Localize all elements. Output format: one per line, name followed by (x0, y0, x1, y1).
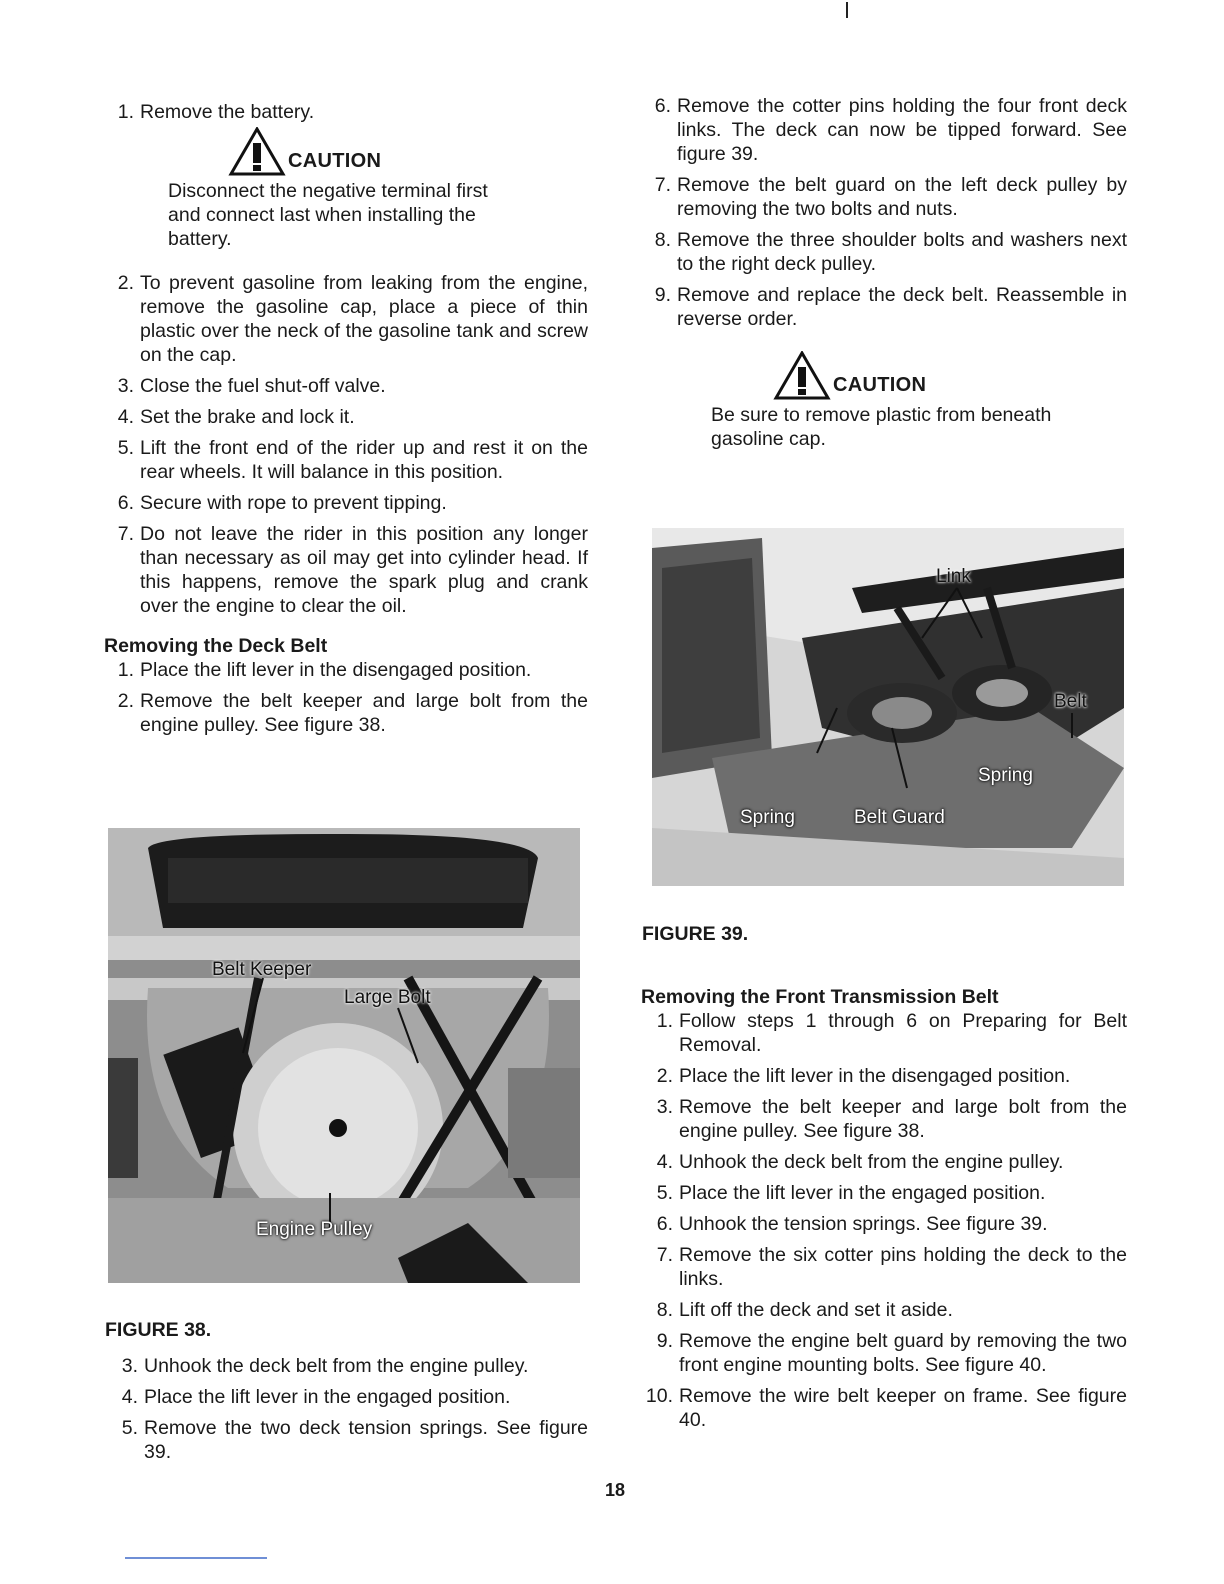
step-text: Place the lift lever in the disengaged position. (140, 659, 532, 681)
list-item: 8. Lift off the deck and set it aside. (656, 1299, 953, 1321)
list-item: 8. Remove the three shoulder bolts and washers next to the right deck pulley. (654, 229, 1127, 275)
list-item: 3. Unhook the deck belt from the engine pulley. (121, 1355, 529, 1377)
prep-steps (104, 271, 588, 618)
figure-38-caption: FIGURE 38. (105, 1319, 212, 1341)
list-item: 9. Remove and replace the deck belt. Reassemble in reverse order. (654, 284, 1127, 330)
label-spring-left: Spring (740, 807, 795, 828)
page-number: 18 (604, 1480, 626, 1500)
step-text: Remove the belt guard on the left deck pulley by removing the two bolts and nuts. (677, 174, 1127, 220)
label-large-bolt: Large Bolt (344, 987, 431, 1008)
step-text: Lift the front end of the rider up and rest it on the rear wheels. It will balance in this position. (140, 437, 588, 483)
step-text: Lift off the deck and set it aside. (679, 1299, 953, 1321)
bottom-rule (125, 1557, 267, 1559)
list-item: 1. Remove the battery. (117, 101, 315, 123)
list-item: 6. Unhook the tension springs. See figure 39. (656, 1213, 1048, 1235)
battery-steps (104, 100, 588, 124)
step-text: Remove the belt keeper and large bolt from the engine pulley. See figure 38. (679, 1096, 1127, 1142)
list-item: 4. Place the lift lever in the engaged position. (121, 1386, 511, 1408)
step-text: Remove and replace the deck belt. Reassemble in reverse order. (677, 284, 1127, 330)
list-item: 7. Remove the belt guard on the left deck pulley by removing the two bolts and nuts. (654, 174, 1127, 220)
list-item: 7. Do not leave the rider in this position any longer than necessary as oil may get into cylinder head. If this happens, remove the spark plug and crank over the engine to clear the oil. (117, 523, 588, 617)
step-text: Remove the belt keeper and large bolt from the engine pulley. See figure 38. (140, 690, 588, 736)
caution-block-battery (168, 131, 528, 251)
engine-pulley-illustration (108, 828, 580, 1283)
label-spring-right: Spring (978, 765, 1033, 786)
step-text: Remove the three shoulder bolts and washers next to the right deck pulley. (677, 229, 1127, 275)
left-column (104, 100, 588, 744)
step-text: Unhook the tension springs. See figure 39. (679, 1213, 1048, 1235)
list-item: 1. Follow steps 1 through 6 on Preparing for Belt Removal. (656, 1010, 1127, 1056)
step-text: Remove the six cotter pins holding the deck to the links. (679, 1244, 1127, 1290)
list-item: 3. Remove the belt keeper and large bolt from the engine pulley. See figure 38. (656, 1096, 1127, 1142)
caution-text: Be sure to remove plastic from beneath gasoline cap. (711, 404, 1052, 450)
section-heading-deck-belt: Removing the Deck Belt (104, 635, 328, 657)
warning-triangle-icon (773, 351, 831, 401)
figure-38-photo (108, 828, 580, 1283)
caution-text: Disconnect the negative terminal first and connect last when installing the battery. (168, 180, 488, 250)
step-text: Unhook the deck belt from the engine pulley. (679, 1151, 1064, 1173)
step-text: Remove the engine belt guard by removing the two front engine mounting bolts. See figure 40. (679, 1330, 1127, 1376)
label-engine-pulley: Engine Pulley (256, 1219, 373, 1240)
step-text: Remove the battery. (140, 101, 315, 123)
figure-39-caption: FIGURE 39. (642, 923, 749, 945)
label-link: Link (936, 566, 971, 587)
list-item: 7. Remove the six cotter pins holding the deck to the links. (656, 1244, 1127, 1290)
right-column (641, 94, 1127, 451)
caution-label: CAUTION (288, 150, 382, 172)
list-item: 6. Remove the cotter pins holding the four front deck links. The deck can now be tipped forward. See figure 39. (654, 95, 1127, 165)
list-item: 2. To prevent gasoline from leaking from the engine, remove the gasoline cap, place a piece of thin plastic over the neck of the gasoline tank and screw on the cap. (117, 272, 588, 366)
section-heading-front-transmission: Removing the Front Transmission Belt (641, 986, 999, 1008)
list-item: 10. Remove the wire belt keeper on frame. See figure 40. (645, 1385, 1127, 1431)
right-column-bottom (641, 985, 1127, 1439)
label-belt: Belt (1054, 691, 1087, 712)
figure-39-photo (652, 528, 1124, 886)
deck-belt-steps-right (641, 94, 1127, 331)
deck-belt-steps (104, 658, 588, 737)
step-text: To prevent gasoline from leaking from the engine, remove the gasoline cap, place a piece of thin plastic over the neck of the gasoline tank and screw on the cap. (140, 272, 588, 366)
label-belt-keeper: Belt Keeper (212, 959, 312, 980)
step-text: Secure with rope to prevent tipping. (140, 492, 447, 514)
warning-triangle-icon (228, 127, 286, 177)
list-item: 6. Secure with rope to prevent tipping. (117, 492, 447, 514)
step-text: Set the brake and lock it. (140, 406, 355, 428)
list-item: 2. Remove the belt keeper and large bolt from the engine pulley. See figure 38. (117, 690, 588, 736)
step-text: Place the lift lever in the engaged position. (679, 1182, 1046, 1204)
step-text: Remove the wire belt keeper on frame. See figure 40. (679, 1385, 1127, 1431)
list-item: 3. Close the fuel shut-off valve. (117, 375, 386, 397)
list-item: 1. Place the lift lever in the disengaged position. (117, 659, 532, 681)
list-item: 5. Remove the two deck tension springs. See figure 39. (121, 1417, 588, 1463)
deck-belt-steps-continued (108, 1354, 588, 1464)
left-column-bottom (108, 1354, 588, 1471)
step-text: Close the fuel shut-off valve. (140, 375, 386, 397)
front-transmission-steps (641, 1009, 1127, 1432)
step-text: Remove the cotter pins holding the four front deck links. The deck can now be tipped forward. See figure 39. (677, 95, 1127, 165)
list-item: 2. Place the lift lever in the disengaged position. (656, 1065, 1071, 1087)
step-text: Follow steps 1 through 6 on Preparing for Belt Removal. (679, 1010, 1127, 1056)
list-item: 9. Remove the engine belt guard by removing the two front engine mounting bolts. See figure 40. (656, 1330, 1127, 1376)
list-item: 4. Set the brake and lock it. (117, 406, 355, 428)
label-belt-guard: Belt Guard (854, 807, 945, 828)
step-text: Do not leave the rider in this position any longer than necessary as oil may get into cylinder head. If this happens, remove the spark plug and crank over the engine to clear the oil. (140, 523, 588, 617)
caution-block-plastic (711, 355, 1113, 451)
caution-label: CAUTION (833, 374, 927, 396)
list-item: 4. Unhook the deck belt from the engine pulley. (656, 1151, 1064, 1173)
step-text: Unhook the deck belt from the engine pulley. (144, 1355, 529, 1377)
step-text: Place the lift lever in the engaged position. (144, 1386, 511, 1408)
list-item: 5. Lift the front end of the rider up and rest it on the rear wheels. It will balance in this position. (117, 437, 588, 483)
step-text: Place the lift lever in the disengaged position. (679, 1065, 1071, 1087)
list-item: 5. Place the lift lever in the engaged position. (656, 1182, 1046, 1204)
step-text: Remove the two deck tension springs. See figure 39. (144, 1417, 588, 1463)
top-tick-mark (846, 2, 848, 18)
